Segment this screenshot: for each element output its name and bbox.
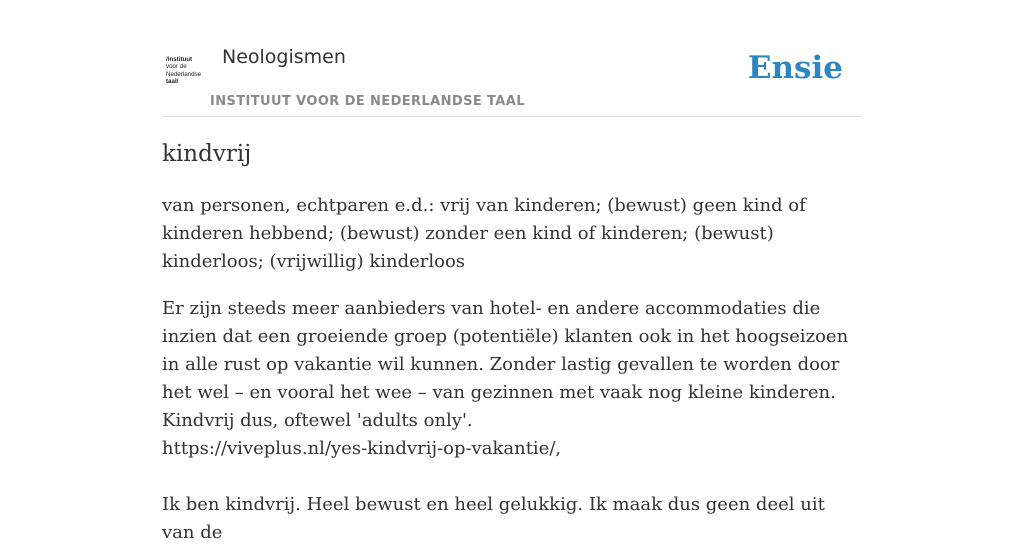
entry-word: kindvrij xyxy=(162,141,252,167)
quote-source-link[interactable]: https://viveplus.nl/yes-kindvrij-op-vakantie/, xyxy=(162,438,562,459)
site-header xyxy=(162,40,862,117)
ensie-brand-link[interactable]: Ensie xyxy=(747,50,843,86)
entry-content xyxy=(162,138,862,547)
example-quote: Ik ben kindvrij. Heel bewust en heel gelukkig. Ik maak dus geen deel uit van de xyxy=(162,494,825,543)
logo-line: /instituut xyxy=(166,56,193,63)
logo-line: Nederlandse xyxy=(166,70,202,78)
example-quote: Er zijn steeds meer aanbieders van hotel- en andere accommodaties die inzien dat een groeiende groep (potentiële) klanten ook in het hoogseizoen in alle rust op vakantie wil kunnen. Zonder lastig gevallen te worden door het wel – en vooral het wee – van gezinnen met vaak nog kleine kinderen. Kindvrij dus, oftewel 'adults only'. xyxy=(162,298,849,431)
site-subtitle: INSTITUUT VOOR DE NEDERLANDSE TAAL xyxy=(210,94,525,109)
logo-line: voor de xyxy=(166,63,187,71)
entry-definition: van personen, echtparen e.d.: vrij van kinderen; (bewust) geen kind of kinderen hebbend; (bewust) zonder een kind of kinderen; (bewust) kinderloos; (vrijwillig) kinderloos xyxy=(162,195,806,272)
institute-logo[interactable] xyxy=(166,56,206,88)
logo-line: taal/ xyxy=(166,78,179,86)
site-title-link[interactable]: Neologismen xyxy=(222,46,346,68)
